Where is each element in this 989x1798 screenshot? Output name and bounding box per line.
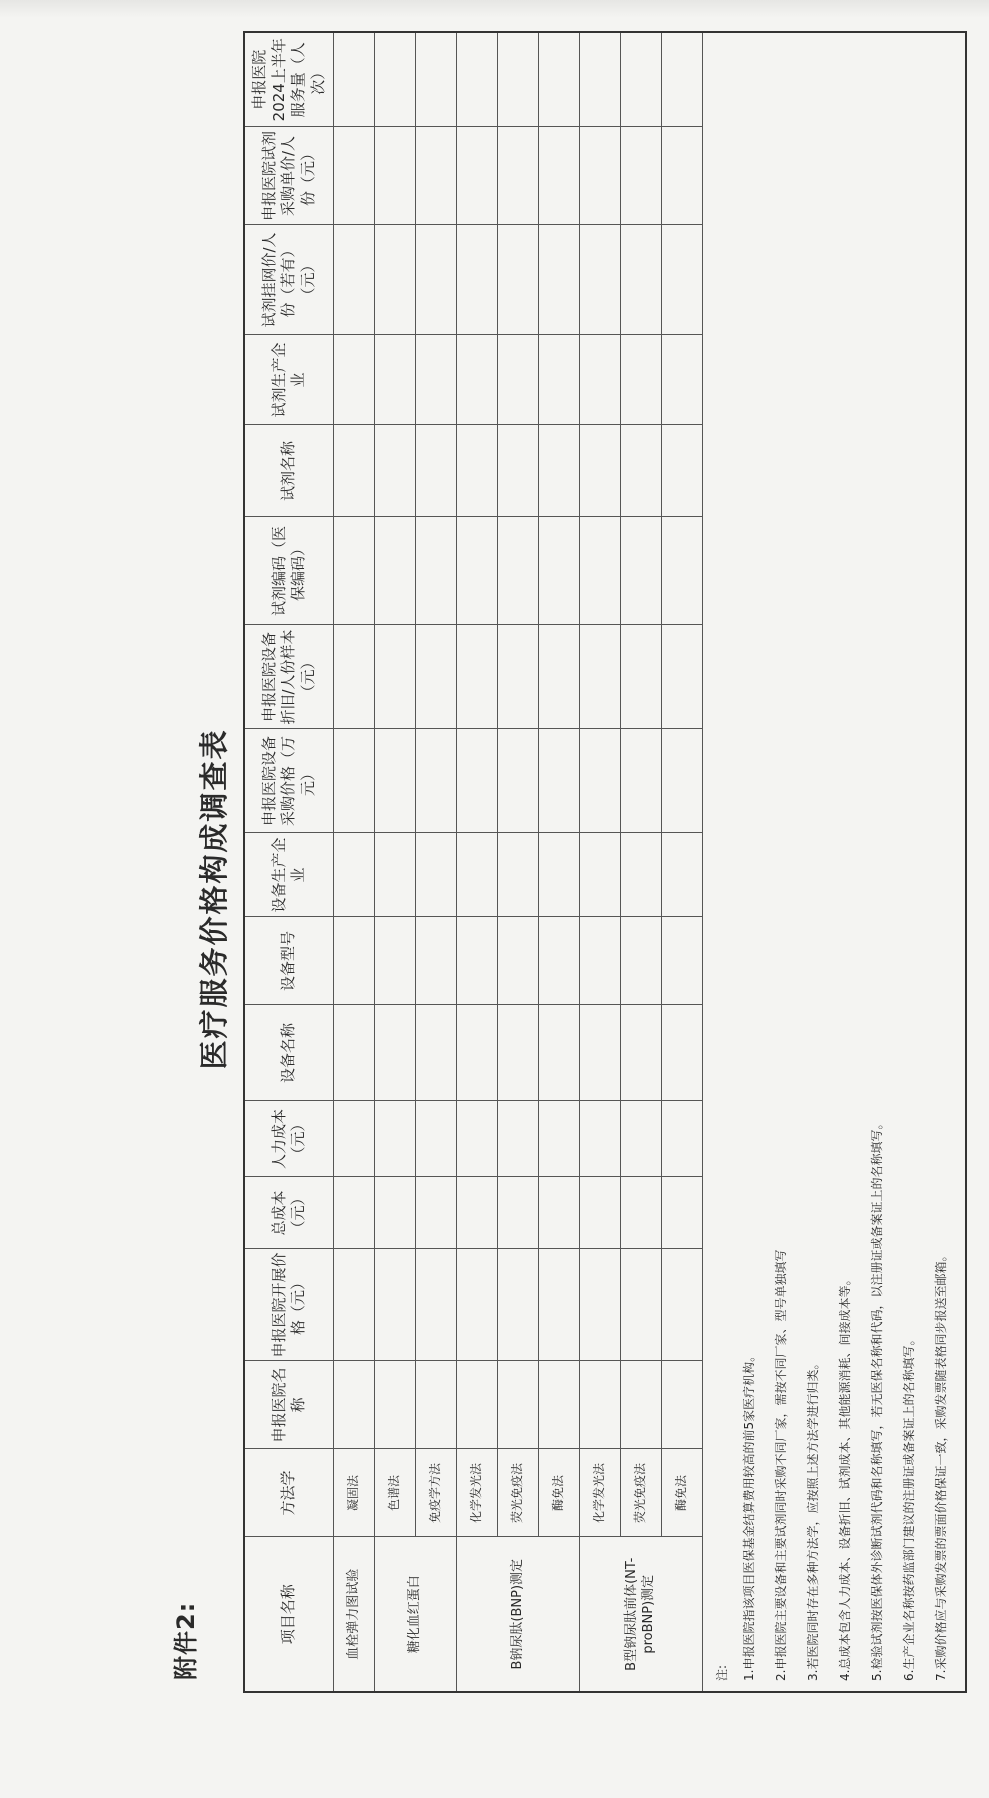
blank-entry-cell[interactable] — [662, 1249, 703, 1361]
blank-entry-cell[interactable] — [621, 1005, 662, 1101]
project-name-cell: 血栓弹力图试验 — [334, 1537, 375, 1692]
blank-entry-cell[interactable] — [580, 32, 621, 127]
blank-entry-cell[interactable] — [457, 917, 498, 1005]
survey-table — [243, 31, 967, 1693]
column-header: 人力成本（元） — [244, 1101, 334, 1177]
blank-entry-cell[interactable] — [662, 127, 703, 225]
table-row — [498, 32, 539, 1692]
blank-entry-cell[interactable] — [498, 1101, 539, 1177]
method-cell: 凝固法 — [334, 1449, 375, 1537]
blank-entry-cell[interactable] — [662, 729, 703, 833]
blank-entry-cell[interactable] — [334, 729, 375, 833]
blank-entry-cell[interactable] — [498, 833, 539, 917]
blank-entry-cell[interactable] — [580, 335, 621, 425]
blank-entry-cell[interactable] — [416, 425, 457, 517]
blank-entry-cell[interactable] — [580, 517, 621, 625]
blank-entry-cell[interactable] — [498, 1177, 539, 1249]
blank-entry-cell[interactable] — [375, 517, 416, 625]
blank-entry-cell[interactable] — [621, 1361, 662, 1449]
blank-entry-cell[interactable] — [416, 225, 457, 335]
blank-entry-cell[interactable] — [662, 1361, 703, 1449]
blank-entry-cell[interactable] — [457, 127, 498, 225]
blank-entry-cell[interactable] — [580, 833, 621, 917]
blank-entry-cell[interactable] — [375, 833, 416, 917]
blank-entry-cell[interactable] — [375, 917, 416, 1005]
blank-entry-cell[interactable] — [334, 32, 375, 127]
blank-entry-cell[interactable] — [662, 1177, 703, 1249]
column-header: 申报医院2024上半年服务量（人次） — [244, 32, 334, 127]
blank-entry-cell[interactable] — [662, 335, 703, 425]
table-row — [416, 32, 457, 1692]
blank-entry-cell[interactable] — [334, 1177, 375, 1249]
blank-entry-cell[interactable] — [498, 425, 539, 517]
blank-entry-cell[interactable] — [662, 225, 703, 335]
blank-entry-cell[interactable] — [539, 1177, 580, 1249]
blank-entry-cell[interactable] — [498, 225, 539, 335]
column-header: 申报医院试剂采购单价/人份（元） — [244, 127, 334, 225]
blank-entry-cell[interactable] — [539, 517, 580, 625]
attachment-label: 附件2: — [172, 1601, 200, 1680]
blank-entry-cell[interactable] — [539, 32, 580, 127]
blank-entry-cell[interactable] — [457, 1101, 498, 1177]
table-row — [580, 32, 621, 1692]
blank-entry-cell[interactable] — [621, 32, 662, 127]
blank-entry-cell[interactable] — [621, 1101, 662, 1177]
blank-entry-cell[interactable] — [621, 917, 662, 1005]
blank-entry-cell[interactable] — [375, 1249, 416, 1361]
blank-entry-cell[interactable] — [539, 1005, 580, 1101]
blank-entry-cell[interactable] — [334, 1361, 375, 1449]
blank-entry-cell[interactable] — [457, 625, 498, 729]
method-cell: 酶免法 — [662, 1449, 703, 1537]
blank-entry-cell[interactable] — [662, 517, 703, 625]
blank-entry-cell[interactable] — [539, 833, 580, 917]
blank-entry-cell[interactable] — [457, 425, 498, 517]
blank-entry-cell[interactable] — [498, 32, 539, 127]
blank-entry-cell[interactable] — [334, 335, 375, 425]
column-header: 申报医院开展价格（元） — [244, 1249, 334, 1361]
project-name-cell: B型钠尿肽前体(NT-proBNP)测定 — [580, 1537, 703, 1692]
blank-entry-cell[interactable] — [375, 127, 416, 225]
blank-entry-cell[interactable] — [334, 1101, 375, 1177]
blank-entry-cell[interactable] — [621, 127, 662, 225]
blank-entry-cell[interactable] — [416, 32, 457, 127]
notes-cell — [703, 32, 967, 1692]
blank-entry-cell[interactable] — [539, 425, 580, 517]
blank-entry-cell[interactable] — [580, 1101, 621, 1177]
blank-entry-cell[interactable] — [334, 917, 375, 1005]
blank-entry-cell[interactable] — [539, 729, 580, 833]
blank-entry-cell[interactable] — [375, 1005, 416, 1101]
blank-entry-cell[interactable] — [539, 127, 580, 225]
blank-entry-cell[interactable] — [375, 729, 416, 833]
blank-entry-cell[interactable] — [580, 917, 621, 1005]
blank-entry-cell[interactable] — [662, 917, 703, 1005]
note-item: 7.采购价格应与采购发票的票面价格保证一致，采购发票随表格同步报送至邮箱。 — [934, 1249, 948, 1681]
blank-entry-cell[interactable] — [416, 1361, 457, 1449]
method-cell: 色谱法 — [375, 1449, 416, 1537]
notes-label: 注: — [715, 1664, 729, 1681]
blank-entry-cell[interactable] — [662, 833, 703, 917]
column-header: 设备型号 — [244, 917, 334, 1005]
method-cell: 化学发光法 — [580, 1449, 621, 1537]
blank-entry-cell[interactable] — [416, 127, 457, 225]
blank-entry-cell[interactable] — [539, 225, 580, 335]
blank-entry-cell[interactable] — [662, 1005, 703, 1101]
blank-entry-cell[interactable] — [375, 335, 416, 425]
blank-entry-cell[interactable] — [621, 335, 662, 425]
blank-entry-cell[interactable] — [580, 225, 621, 335]
method-cell: 荧光免疫法 — [621, 1449, 662, 1537]
table-row — [457, 32, 498, 1692]
blank-entry-cell[interactable] — [621, 225, 662, 335]
blank-entry-cell[interactable] — [416, 335, 457, 425]
blank-entry-cell[interactable] — [498, 1005, 539, 1101]
blank-entry-cell[interactable] — [621, 1177, 662, 1249]
blank-entry-cell[interactable] — [621, 729, 662, 833]
blank-entry-cell[interactable] — [580, 625, 621, 729]
blank-entry-cell[interactable] — [457, 729, 498, 833]
method-cell: 荧光免疫法 — [498, 1449, 539, 1537]
column-header: 申报医院设备折旧/人份样本（元） — [244, 625, 334, 729]
blank-entry-cell[interactable] — [580, 425, 621, 517]
blank-entry-cell[interactable] — [457, 1249, 498, 1361]
column-header: 项目名称 — [244, 1537, 334, 1692]
blank-entry-cell[interactable] — [416, 1101, 457, 1177]
blank-entry-cell[interactable] — [375, 1361, 416, 1449]
blank-entry-cell[interactable] — [498, 127, 539, 225]
blank-entry-cell[interactable] — [416, 917, 457, 1005]
blank-entry-cell[interactable] — [416, 625, 457, 729]
blank-entry-cell[interactable] — [621, 833, 662, 917]
blank-entry-cell[interactable] — [539, 1361, 580, 1449]
table-row — [662, 32, 703, 1692]
blank-entry-cell[interactable] — [498, 625, 539, 729]
blank-entry-cell[interactable] — [498, 1249, 539, 1361]
blank-entry-cell[interactable] — [416, 1177, 457, 1249]
blank-entry-cell[interactable] — [539, 625, 580, 729]
column-header: 试剂名称 — [244, 425, 334, 517]
column-header: 设备名称 — [244, 1005, 334, 1101]
blank-entry-cell[interactable] — [334, 225, 375, 335]
project-name-cell: 糖化血红蛋白 — [375, 1537, 457, 1692]
blank-entry-cell[interactable] — [457, 32, 498, 127]
column-header: 总成本（元） — [244, 1177, 334, 1249]
blank-entry-cell[interactable] — [375, 1177, 416, 1249]
blank-entry-cell[interactable] — [539, 335, 580, 425]
blank-entry-cell[interactable] — [416, 729, 457, 833]
blank-entry-cell[interactable] — [621, 425, 662, 517]
blank-entry-cell[interactable] — [375, 625, 416, 729]
document-title: 医疗服务价格构成调查表 — [197, 728, 231, 1070]
blank-entry-cell[interactable] — [457, 225, 498, 335]
blank-entry-cell[interactable] — [580, 729, 621, 833]
method-cell: 酶免法 — [539, 1449, 580, 1537]
blank-entry-cell[interactable] — [662, 425, 703, 517]
blank-entry-cell[interactable] — [580, 1361, 621, 1449]
table-row — [539, 32, 580, 1692]
blank-entry-cell[interactable] — [498, 917, 539, 1005]
blank-entry-cell[interactable] — [662, 32, 703, 127]
blank-entry-cell[interactable] — [416, 1005, 457, 1101]
blank-entry-cell[interactable] — [662, 1101, 703, 1177]
blank-entry-cell[interactable] — [334, 127, 375, 225]
blank-entry-cell[interactable] — [375, 1101, 416, 1177]
table-row — [375, 32, 416, 1692]
blank-entry-cell[interactable] — [334, 1249, 375, 1361]
blank-entry-cell[interactable] — [457, 833, 498, 917]
column-header: 申报医院名称 — [244, 1361, 334, 1449]
column-header: 设备生产企业 — [244, 833, 334, 917]
blank-entry-cell[interactable] — [457, 1361, 498, 1449]
blank-entry-cell[interactable] — [375, 225, 416, 335]
blank-entry-cell[interactable] — [334, 625, 375, 729]
column-header: 试剂挂网价/人份（若有）（元） — [244, 225, 334, 335]
blank-entry-cell[interactable] — [334, 1005, 375, 1101]
blank-entry-cell[interactable] — [498, 1361, 539, 1449]
blank-entry-cell[interactable] — [580, 127, 621, 225]
blank-entry-cell[interactable] — [662, 625, 703, 729]
blank-entry-cell[interactable] — [334, 833, 375, 917]
blank-entry-cell[interactable] — [416, 517, 457, 625]
column-header: 试剂编码（医保编码） — [244, 517, 334, 625]
blank-entry-cell[interactable] — [580, 1005, 621, 1101]
blank-entry-cell[interactable] — [416, 833, 457, 917]
blank-entry-cell[interactable] — [375, 32, 416, 127]
blank-entry-cell[interactable] — [457, 335, 498, 425]
blank-entry-cell[interactable] — [621, 1249, 662, 1361]
method-cell: 化学发光法 — [457, 1449, 498, 1537]
blank-entry-cell[interactable] — [457, 1005, 498, 1101]
note-item: 6.生产企业名称按药监部门建议的注册证或备案证上的名称填写。 — [902, 1333, 916, 1681]
blank-entry-cell[interactable] — [334, 425, 375, 517]
column-header: 申报医院设备采购价格（万元） — [244, 729, 334, 833]
note-item: 2.申报医院主要设备和主要试剂同时采购不同厂家，需按不同厂家、型号单独填写 — [774, 1249, 788, 1681]
blank-entry-cell[interactable] — [539, 917, 580, 1005]
notes-row — [703, 32, 967, 1692]
blank-entry-cell[interactable] — [539, 1249, 580, 1361]
method-cell: 免疫学方法 — [416, 1449, 457, 1537]
blank-entry-cell[interactable] — [539, 1101, 580, 1177]
note-item: 3.若医院同时存在多种方法学，应按照上述方法学进行归类。 — [806, 1357, 820, 1681]
blank-entry-cell[interactable] — [457, 1177, 498, 1249]
blank-entry-cell[interactable] — [580, 1249, 621, 1361]
table-header-row — [244, 32, 334, 1692]
table-row — [621, 32, 662, 1692]
note-item: 4.总成本包含人力成本、设备折旧、试剂成本、其他能源消耗、间接成本等。 — [838, 1273, 852, 1681]
blank-entry-cell[interactable] — [498, 517, 539, 625]
column-header: 试剂生产企业 — [244, 335, 334, 425]
blank-entry-cell[interactable] — [375, 425, 416, 517]
blank-entry-cell[interactable] — [334, 517, 375, 625]
project-name-cell: B钠尿肽(BNP)测定 — [457, 1537, 580, 1692]
blank-entry-cell[interactable] — [621, 625, 662, 729]
blank-entry-cell[interactable] — [457, 517, 498, 625]
note-item: 1.申报医院指该项目医保基金结算费用较高的前5家医疗机构。 — [742, 1349, 756, 1681]
table-row — [334, 32, 375, 1692]
blank-entry-cell[interactable] — [498, 335, 539, 425]
blank-entry-cell[interactable] — [416, 1249, 457, 1361]
blank-entry-cell[interactable] — [498, 729, 539, 833]
blank-entry-cell[interactable] — [580, 1177, 621, 1249]
blank-entry-cell[interactable] — [621, 517, 662, 625]
table-body — [334, 32, 967, 1692]
column-header: 方法学 — [244, 1449, 334, 1537]
note-item: 5.检验试剂按医保体外诊断试剂代码和名称填写，若无医保名称和代码，以注册证或备案证上的名称填写。 — [870, 1117, 884, 1681]
